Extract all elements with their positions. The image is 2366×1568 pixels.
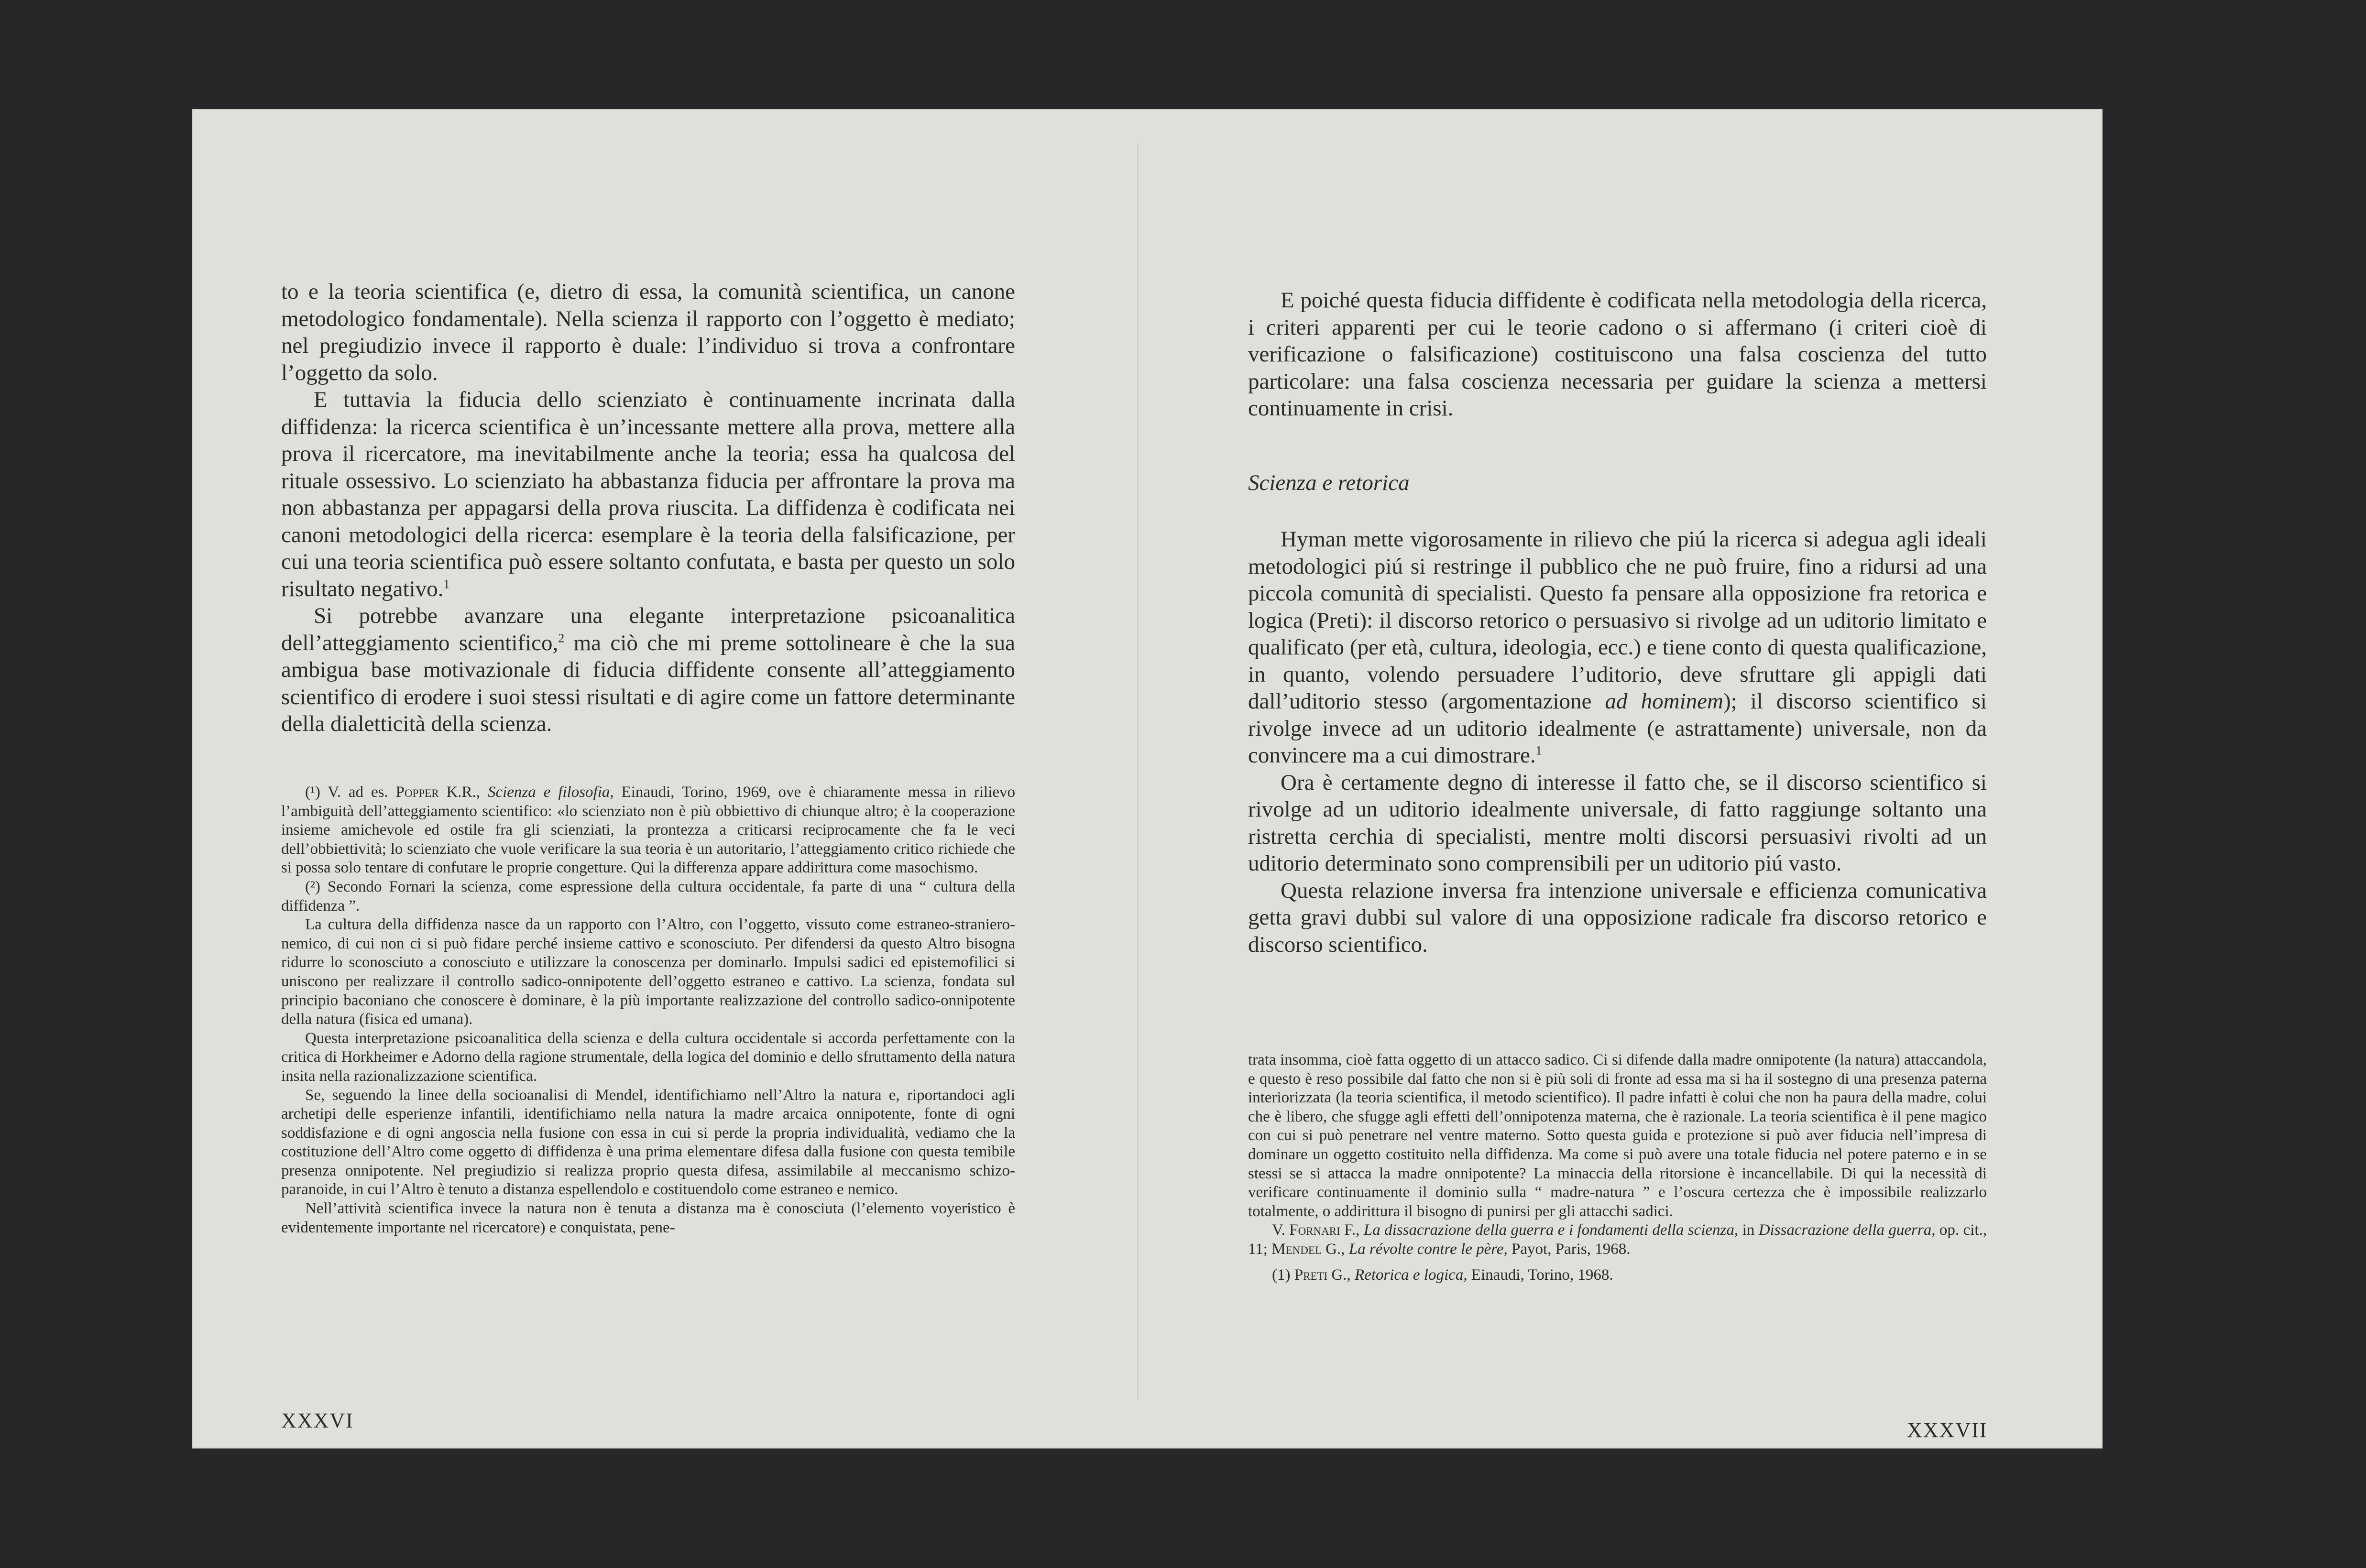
section-heading: Scienza e retorica xyxy=(1248,470,1410,495)
right-paragraph-1-italic: ad hominem xyxy=(1605,689,1723,714)
right-paragraph-1a: Hyman mette vigorosamente in rilievo che piú la ricerca si adegua agli ideali metodologici piú si restringe il pubblico che ne può fruire, fino a ridursi ad una piccola comunità di specialisti. Questo fa pensare alla opposizione fra retorica e logica (Preti): il discorso retorico o persuasivo si rivolge ad un uditorio limitato e qualificato (per età, cultura, ideologia, ecc.) e tiene conto di questa qualificazione, in quanto, volendo persuadere l’uditorio, deve sfruttare gli appigli dati dall’uditorio stesso (argomentazione xyxy=(1248,527,1987,714)
ref-title-1: La dissacrazione della guerra e i fondamenti della scienza, xyxy=(1363,1221,1739,1239)
footnote-right-1 xyxy=(1248,1266,1987,1285)
footnote-ref-right-1: 1 xyxy=(1535,743,1542,758)
ref-author-mendel: Mendel G., xyxy=(1271,1240,1345,1258)
footnote-2-para-4: Nell’attività scientifica invece la natura non è tenuta a distanza ma è conosciuta (l’elemento voyeristico è evidentemente importante nel ricercatore) e conquistata, pene- xyxy=(281,1200,1015,1236)
ref-title-2: Dissacrazione della guerra, xyxy=(1758,1221,1936,1239)
footnote-right-1-title: Retorica e logica, xyxy=(1355,1266,1468,1284)
left-footnotes xyxy=(281,783,1015,1237)
right-footnotes xyxy=(1248,1051,1987,1285)
footnote-2-para-3: Se, seguendo la linee della socioanalisi di Mendel, identifichiamo nell’Altro la natura e, riportandoci agli archetipi delle esperienze infantili, identifichiamo nella natura la madre arcaica onnipotente, fonte di ogni soddisfazione e di ogni angoscia nella fusione con essa in cui si perde la propria individualità, vediamo che la costituzione dell’Altro come oggetto di diffidenza è una prima elementare difesa dalla fusione con questa temibile presenza onnipotente. Nel pregiudizio si realizza proprio questa difesa, assimilabile al meccanismo schizo-paranoide, in cui l’Altro è tenuto a distanza espellendolo e costituendolo come estraneo e nemico. xyxy=(281,1086,1015,1198)
right-paragraph-2: Ora è certamente degno di interesse il fatto che, se il discorso scientifico si rivolge ad un uditorio idealmente universale, di fatto raggiunge soltanto una ristretta cerchia di specialisti, mentre molti discorsi persuasivi rivolti ad un uditorio determinato sono comprensibili per un uditorio piú vasto. xyxy=(1248,770,1987,876)
footnote-1-marker: (¹) xyxy=(305,784,320,801)
ref-mid: op. cit., 11; xyxy=(1248,1221,1987,1258)
footnote-1-author: Popper K.R., xyxy=(395,784,481,801)
right-paragraph-1b: ); il discorso scientifico si rivolge invece ad un uditorio idealmente (e astrattamente) universale, non da convincere ma a cui dimostrare. xyxy=(1248,689,1987,768)
left-page-body xyxy=(281,278,1015,738)
left-paragraph-3 xyxy=(281,602,1015,738)
ref-author-fornari: Fornari F., xyxy=(1289,1221,1360,1239)
ref-in: in xyxy=(1742,1221,1755,1239)
footnote-right-1-text: Einaudi, Torino, 1968. xyxy=(1471,1266,1613,1284)
left-paragraph-3b: ma ciò che mi preme sottolineare è che la sua ambigua base motivazionale di fiducia diffidente consente all’atteggiamento scientifico di erodere i suoi stessi risultati e di agire come un fattore determinante della dialetticità della scienza. xyxy=(281,630,1015,736)
footnote-ref-2: 2 xyxy=(558,631,565,645)
right-intro-paragraph: E poiché questa fiducia diffidente è codificata nella metodologia della ricerca, i criteri apparenti per cui le teorie cadono o si affermano (i criteri cioè di verificazione o falsificazione) costituiscono una falsa coscienza del tutto particolare: una falsa coscienza necessaria per guidare la scienza a mettersi continuamente in crisi. xyxy=(1248,288,1987,421)
ref-v: V. xyxy=(1272,1221,1285,1239)
page-fold xyxy=(1137,143,1139,1401)
right-page-body xyxy=(1248,287,1987,422)
footnote-2-para-2: Questa interpretazione psicoanalitica della scienza e della cultura occidentale si accorda perfettamente con la critica di Horkheimer e Adorno della ragione strumentale, della logica del dominio e dello sfruttamento della natura insita nella razionalizzazione scientifica. xyxy=(281,1029,1015,1085)
left-paragraph-1: to e la teoria scientifica (e, dietro di essa, la comunità scientifica, un canone metodologico fondamentale). Nella scienza il rapporto con l’oggetto è mediato; nel pregiudizio invece il rapporto è duale: l’individuo si trova a confrontare l’oggetto da solo. xyxy=(281,279,1015,385)
footnote-1-prefix: V. ad es. xyxy=(328,784,388,801)
right-paragraph-3: Questa relazione inversa fra intenzione universale e efficienza comunicativa getta gravi dubbi sul valore di una opposizione radicale fra discorso retorico e discorso scientifico. xyxy=(1248,878,1987,957)
page-number-right: XXXVII xyxy=(1907,1418,1988,1442)
footnote-right-1-author: Preti G., xyxy=(1294,1266,1351,1284)
footnote-right-1-marker: (1) xyxy=(1272,1266,1291,1284)
footnote-ref-1: 1 xyxy=(443,577,450,591)
page-number-left: XXXVI xyxy=(281,1409,354,1432)
ref-end: Payot, Paris, 1968. xyxy=(1512,1240,1631,1258)
right-paragraph-1 xyxy=(1248,526,1987,769)
left-paragraph-2-text: E tuttavia la fiducia dello scienziato è continuamente incrinata dalla diffidenza: la ricerca scientifica è un’incessante mettere alla prova, mettere alla prova il ricercatore, ma inevitabilmente anche la teoria; essa ha qualcosa del rituale ossessivo. Lo scienziato ha abbastanza fiducia per affrontare la prova ma non abbastanza per appagarsi della prova riuscita. La diffidenza è codificata nei canoni metodologici della ricerca: esemplare è la teoria della falsificazione, per cui una teoria scientifica può essere soltanto confutata, e basta per questo un solo risultato negativo. xyxy=(281,387,1015,601)
left-paragraph-3a: Si potrebbe avanzare una elegante interpretazione psicoanalitica dell’atteggiamento scientifico, xyxy=(281,603,1015,655)
footnote-continuation: trata insomma, cioè fatta oggetto di un attacco sadico. Ci si difende dalla madre onnipotente (la natura) attaccandola, e questo è reso possibile dal fatto che non si è più soli di fronte ad essa ma si ha il sostegno di una presenza paterna interiorizzata (la teoria scientifica, il metodo scientifico). Il padre infatti è colui che non ha paura della madre, colui che è libero, che sfugge agli effetti dell’onnipotenza materna, che è razionale. La teoria scientifica è il pene magico con cui si può penetrare nel ventre materno. Sotto questa guida e protezione si può aver fiducia nell’impresa di dominare un oggetto costituito nella diffidenza. Ma come si può avere una totale fiducia nel potere paterno e in se stessi se si attacca la madre onnipotente? La minaccia della ritorsione è incancellabile. Di qui la necessità di verificare continuamente il dominio sulla “ madre-natura ” e l’oscura certezza che è impossibile realizzarlo totalmente, o addirittura il bisogno di punirsi per gli attacchi sadici. xyxy=(1248,1051,1987,1220)
footnote-references xyxy=(1248,1221,1987,1259)
footnote-2: (²) Secondo Fornari la scienza, come espressione della cultura occidentale, fa parte di una “ cultura della diffidenza ”. xyxy=(281,878,1015,915)
right-section-body xyxy=(1248,526,1987,958)
footnote-2-para-1: La cultura della diffidenza nasce da un rapporto con l’Altro, con l’oggetto, vissuto come estraneo-straniero-nemico, di cui non ci si può fidare perché insieme cattivo e sconosciuto. Per difendersi da questo Altro bisogna ridurre lo sconosciuto a conosciuto e utilizzare la conoscenza per dominarlo. Impulsi sadici ed epistemofilici si uniscono per realizzare il controllo sadico-onnipotente dell’oggetto estraneo e cattivo. La scienza, fondata sul principio baconiano che conoscere è dominare, è la più importante realizzazione del controllo sadico-onnipotente della natura (fisica ed umana). xyxy=(281,916,1015,1028)
footnote-1-title: Scienza e filosofia, xyxy=(487,784,614,801)
footnote-1 xyxy=(281,783,1015,878)
left-paragraph-2 xyxy=(281,386,1015,602)
ref-title-3: La révolte contre le père, xyxy=(1348,1240,1508,1258)
footnote-1-text: Einaudi, Torino, 1969, ove è chiaramente messa in rilievo l’ambiguità dell’atteggiamento scientifico: «lo scienziato non è più obbiettivo di chiunque altro; è la cooperazione insieme amichevole ed ostile fra gli scienziati, la prontezza a criticarsi reciprocamente che fa le veci dell’obbiettività; lo scienziato che vuole verificare la sua teoria è un autoritario, l’atteggiamento critico richiede che si possa solo tentare di confutare le proprie congetture. Qui la differenza appare addirittura come masochismo. xyxy=(281,784,1016,877)
